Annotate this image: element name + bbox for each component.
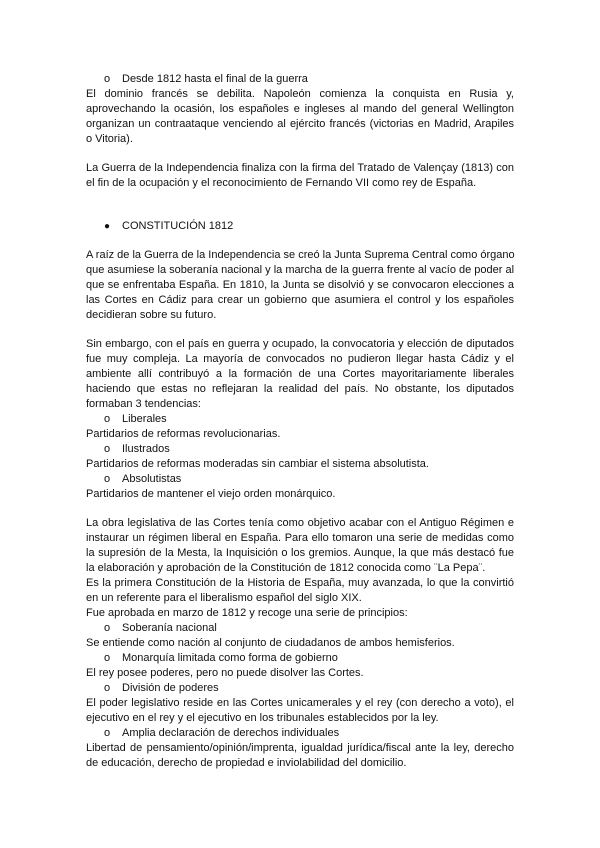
list-bullet: o [104, 682, 111, 694]
list-item-description: Se entiende como nación al conjunto de ciudadanos de ambos hemisferios. [86, 637, 455, 649]
paragraph-line: A raíz de la Guerra de la Independencia se creó la Junta Suprema Central como órgano [86, 249, 515, 261]
paragraph-line: instaurar un régimen liberal en España. Para ello tomaron una serie de medidas como [86, 532, 514, 544]
list-item: Desde 1812 hasta el final de la guerra [122, 73, 308, 85]
list-bullet: o [104, 473, 111, 485]
list-bullet: o [104, 652, 111, 664]
section-heading: CONSTITUCIÓN 1812 [122, 220, 234, 232]
paragraph-line: las Cortes en Cádiz para crear un gobierno que asumiera el control y los españoles [86, 294, 514, 306]
list-item-label: Soberanía nacional [122, 622, 217, 634]
list-item-description: ejecutivo en el rey y el ejecutivo en los tribunales establecidos por la ley. [86, 712, 439, 724]
list-item-description: El rey posee poderes, pero no puede disolver las Cortes. [86, 667, 364, 679]
list-item-label: Monarquía limitada como forma de gobierno [122, 652, 338, 664]
list-item-description: de educación, derecho de propiedad e inviolabilidad del domicilio. [86, 757, 407, 769]
paragraph-line: Sin embargo, con el país en guerra y ocupado, la convocatoria y elección de diputados [86, 338, 514, 350]
paragraph-line: formaban 3 tendencias: [86, 398, 201, 410]
paragraph-line: la elaboración y aprobación de la Constitución de 1812 conocida como ¨La Pepa¨. [86, 562, 486, 574]
list-item-label: Amplia declaración de derechos individuales [122, 727, 340, 739]
list-item-description: El poder legislativo reside en las Cortes unicamerales y el rey (con derecho a voto), el [86, 697, 514, 709]
paragraph-line: El dominio francés se debilita. Napoleón comienza la conquista en Rusia y, [86, 88, 514, 100]
list-item-description: Partidarios de reformas revolucionarias. [86, 428, 281, 440]
paragraph-line: fue muy compleja. La mayoría de convocados no pudieron llegar hasta Cádiz y el [86, 353, 514, 365]
list-item-label: División de poderes [122, 682, 219, 694]
paragraph-line: organizan un contraataque venciendo al ejército francés (victorias en Madrid, Arapiles [86, 118, 514, 130]
paragraph-line: decidieran sobre su futuro. [86, 309, 217, 321]
list-item-description: Libertad de pensamiento/opinión/imprenta, igualdad jurídica/fiscal ante la ley, derecho [86, 742, 514, 754]
list-item-description: Partidarios de mantener el viejo orden monárquico. [86, 488, 336, 500]
list-bullet: o [104, 73, 111, 85]
paragraph-line: Es la primera Constitución de la Historia de España, muy avanzada, lo que la convirtió [86, 577, 514, 589]
list-item-description: Partidarios de reformas moderadas sin cambiar el sistema absolutista. [86, 458, 429, 470]
paragraph-line: haciendo que estas no reflejaran la realidad del país. No obstante, los diputados [86, 383, 514, 395]
paragraph-line: la supresión de la Mesta, la Inquisición o los gremios. Aunque, la que más destacó fue [86, 547, 514, 559]
paragraph-line: que se enfrentaba España. En 1810, la Junta se disolvió y se convocaron elecciones a [86, 279, 514, 291]
list-bullet: o [104, 413, 111, 425]
list-bullet: o [104, 443, 111, 455]
paragraph-line: que asumiese la soberanía nacional y la marcha de la guerra frente al vacío de poder al [86, 264, 515, 276]
paragraph-line: ambiente allí contribuyó a la formación de una Cortes mayoritariamente liberales [86, 368, 514, 380]
list-item-label: Liberales [122, 413, 167, 425]
list-item-label: Absolutistas [122, 473, 182, 485]
list-item-label: Ilustrados [122, 443, 170, 455]
list-bullet: o [104, 727, 111, 739]
list-bullet: o [104, 622, 111, 634]
paragraph-line: La obra legislativa de las Cortes tenía como objetivo acabar con el Antiguo Régimen e [86, 517, 514, 529]
paragraph-line: el fin de la ocupación y el reconocimiento de Fernando VII como rey de España. [86, 177, 477, 189]
paragraph-line: o Vitoria). [86, 133, 133, 145]
paragraph-line: en un referente para el liberalismo español del siglo XIX. [86, 592, 362, 604]
paragraph-line: Fue aprobada en marzo de 1812 y recoge una serie de principios: [86, 607, 408, 619]
paragraph-line: La Guerra de la Independencia finaliza con la firma del Tratado de Valençay (1813) con [86, 162, 514, 174]
heading-bullet: ● [104, 221, 111, 232]
paragraph-line: aprovechando la ocasión, los españoles e ingleses al mando del general Wellington [86, 103, 514, 115]
